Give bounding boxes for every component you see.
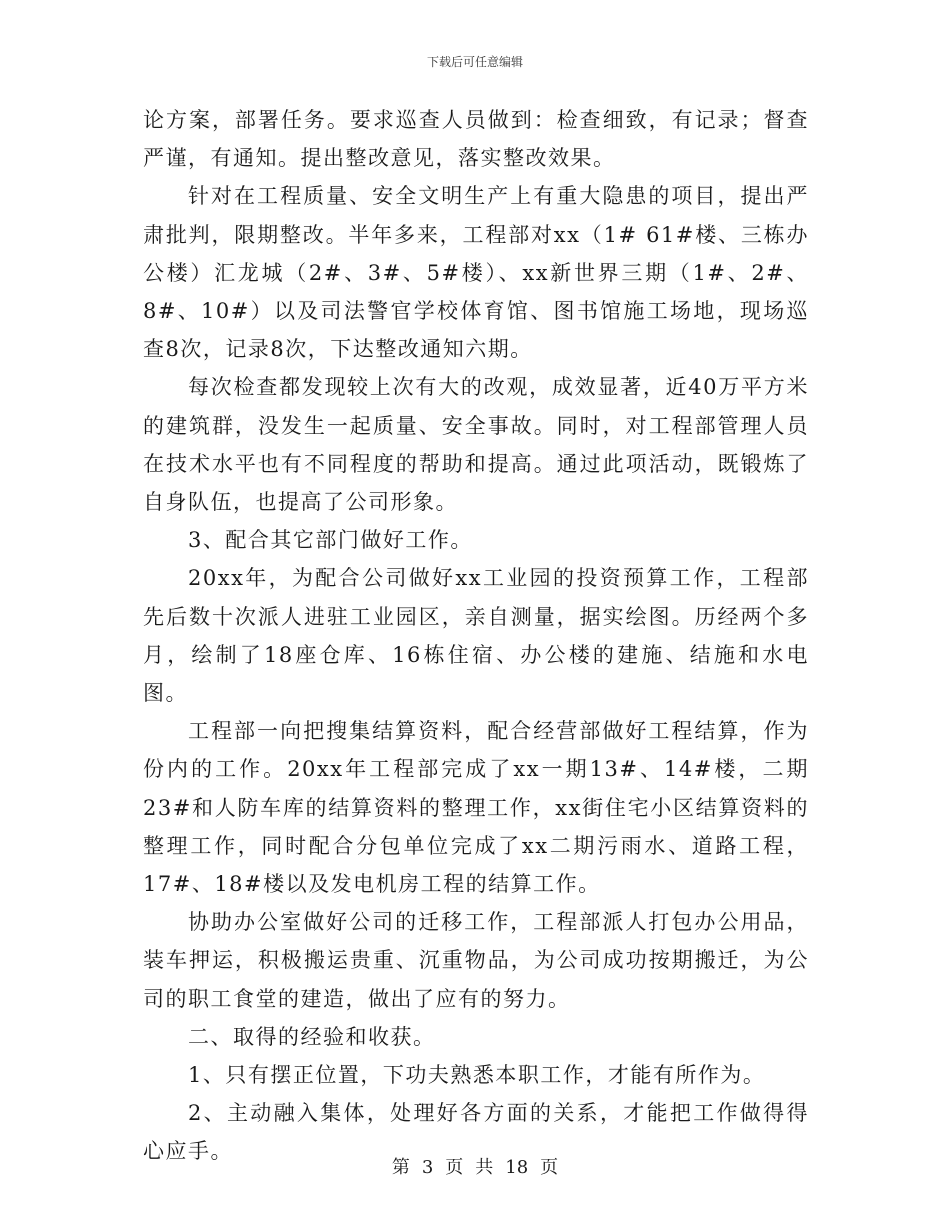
total-pages: 18 — [505, 1157, 529, 1178]
page-number: 3 — [421, 1157, 434, 1178]
paragraph: 1、只有摆正位置，下功夫熟悉本职工作，才能有所作为。 — [188, 1063, 766, 1088]
page-footer — [0, 1153, 950, 1179]
paragraph: 2、主动融入集体，处理好各方面的关系，才能把工作做得得心应手。 — [143, 1101, 809, 1164]
paragraph: 工程部一向把搜集结算资料，配合经营部做好工程结算，作为份内的工作。20xx年工程部完成了xx一期13#、14#楼，二期23#和人防车库的结算资料的整理工作，xx街住宅小区结算资料的整理工作，同时配合分包单位完成了xx二期污雨水、道路工程，17#、18#楼以及发电机房工程的结算工作。 — [143, 719, 809, 897]
paragraph: 针对在工程质量、安全文明生产上有重大隐患的项目，提出严肃批判，限期整改。半年多来，工程部对xx（1# 61#楼、三栋办公楼）汇龙城（2#、3#、5#楼）、xx新世界三期（1#、2#、8#、10#）以及司法警官学校体育馆、图书馆施工场地，现场巡查8次，记录8次，下达整改通知六期。 — [143, 184, 809, 362]
document-body — [143, 101, 809, 1171]
page-header: 下载后可任意编辑 — [426, 55, 523, 69]
footer-ye: 页 — [445, 1157, 464, 1178]
section-heading: 3、配合其它部门做好工作。 — [188, 528, 473, 553]
footer-di: 第 — [391, 1157, 410, 1178]
paragraph: 论方案，部署任务。要求巡查人员做到：检查细致，有记录；督查严谨，有通知。提出整改意见，落实整改效果。 — [143, 108, 809, 171]
paragraph: 20xx年，为配合公司做好xx工业园的投资预算工作，工程部先后数十次派人进驻工业园区，亲自测量，据实绘图。历经两个多月，绘制了18座仓库、16栋住宿、办公楼的建施、结施和水电图。 — [143, 566, 809, 706]
section-heading: 二、取得的经验和收获。 — [188, 1024, 436, 1049]
paragraph: 协助办公室做好公司的迁移工作，工程部派人打包办公用品，装车押运，积极搬运贵重、沉重物品，为公司成功按期搬迁，为公司的职工食堂的建造，做出了应有的努力。 — [143, 910, 809, 1011]
paragraph: 每次检查都发现较上次有大的改观，成效显著，近40万平方米的建筑群，没发生一起质量、安全事故。同时，对工程部管理人员在技术水平也有不同程度的帮助和提高。通过此项活动，既锻炼了自身队伍，也提高了公司形象。 — [143, 375, 809, 515]
footer-ye2: 页 — [540, 1157, 559, 1178]
footer-gong: 共 — [475, 1157, 494, 1178]
